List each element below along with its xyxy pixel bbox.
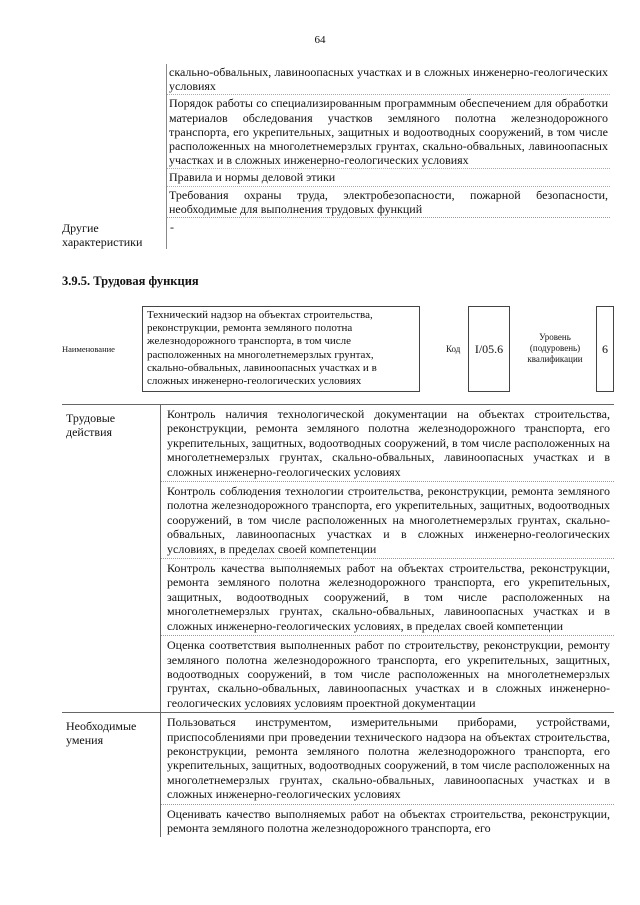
code-label: Код: [446, 344, 461, 354]
other-characteristics-value: -: [166, 218, 610, 249]
knowledge-cell: Порядок работы со специализированным программным обеспечением для обработки материалов обследования участков земляного полотна железнодорожного транспорта, его укрепительных, защитных и водоотводных сооружений, в том числе расположенных на многолетнемерзлых грунтах, скально-обвальных, лавиноопасных участках и в сложных инженерно-геологических условиях: [167, 95, 610, 169]
knowledge-cell: скально-обвальных, лавиноопасных участках и в сложных инженерно-геологических условиях: [167, 64, 610, 95]
other-characteristics-row: [62, 218, 610, 249]
knowledge-cell: Правила и нормы деловой этики: [167, 169, 610, 186]
skills-cells: [160, 713, 614, 837]
labor-action-item: Контроль соблюдения технологии строительства, реконструкции, ремонта земляного полотна железнодорожного транспорта, его укрепительных, защитных, водоотводных сооружений, в том числе расположенных на многолетнемерзлых грунтах, скально-обвальных, лавиноопасных участках и в сложных инженерно-геологических условиях, в пределах своей компетенции: [161, 482, 614, 559]
skill-item: Пользоваться инструментом, измерительными приборами, устройствами, приспособлениями при проведении технического надзора на объектах строительства, реконструкции, ремонта земляного полотна железнодорожного транспорта, его укрепительных, защитных, водоотводных сооружений, в том числе расположенных на многолетнемерзлых грунтах, скально-обвальных, лавиноопасных участках и в сложных инженерно-геологических условиях: [161, 713, 614, 804]
labor-actions-row: [62, 405, 614, 713]
labor-action-item: Контроль наличия технологической документации на объектах строительства, реконструкции, ремонта земляного полотна железнодорожного транспорта, его укрепительных, защитных, водоотводных сооружений, в том числе расположенных на многолетнемерзлых грунтах, скально-обвальных, лавиноопасных участках и в сложных инженерно-геологических условиях: [161, 405, 614, 482]
section-title: 3.9.5. Трудовая функция: [62, 274, 199, 288]
function-details-table: [62, 404, 614, 837]
name-label: Наименование: [62, 344, 115, 354]
labor-action-item: Контроль качества выполняемых работ на объектах строительства, реконструкции, ремонта земляного полотна железнодорожного транспорта, его укрепительных, защитных, водоотводных сооружений, в том числе расположенных на многолетнемерзлых грунтах, скально-обвальных, лавиноопасных участках и в сложных инженерно-геологических условиях, в пределах своей компетенции: [161, 559, 614, 636]
qualification-level-label: Уровень (подуровень) квалификации: [527, 332, 583, 364]
knowledge-cell: Требования охраны труда, электробезопасности, пожарной безопасности, необходимые для выполнения трудовых функций: [169, 187, 608, 216]
function-code: I/05.6: [468, 306, 510, 392]
other-characteristics-label: Другие характеристики: [62, 221, 143, 250]
qualification-level-value: 6: [596, 306, 614, 392]
labor-actions-cells: [160, 405, 614, 712]
knowledge-continuation-table: [62, 64, 610, 249]
skills-label: Необходимые умения: [66, 719, 137, 748]
skill-item: Оценивать качество выполняемых работ на объектах строительства, реконструкции, ремонта земляного полотна железнодорожного транспорта, его: [167, 806, 610, 835]
skills-row: [62, 713, 614, 837]
knowledge-cells: [166, 64, 610, 218]
knowledge-label-empty: [62, 64, 166, 218]
page-number: 64: [314, 34, 326, 46]
knowledge-row: [62, 64, 610, 218]
function-name: Технический надзор на объектах строительства, реконструкции, ремонта земляного полотна железнодорожного транспорта, в том числе расположенных на многолетнемерзлых грунтах, скально-обвальных, лавиноопасных участках и в сложных инженерно-геологических условиях: [142, 306, 420, 392]
function-header-table: [62, 306, 614, 394]
labor-actions-label: Трудовые действия: [66, 411, 116, 439]
labor-action-item: Оценка соответствия выполненных работ по строительству, реконструкции, ремонту земляного полотна железнодорожного транспорта, его укрепительных, защитных, водоотводных сооружений, в том числе расположенных на многолетнемерзлых грунтах, скально-обвальных, лавиноопасных участках и в сложных инженерно-геологических условиях условиям проектной документации: [167, 638, 610, 710]
